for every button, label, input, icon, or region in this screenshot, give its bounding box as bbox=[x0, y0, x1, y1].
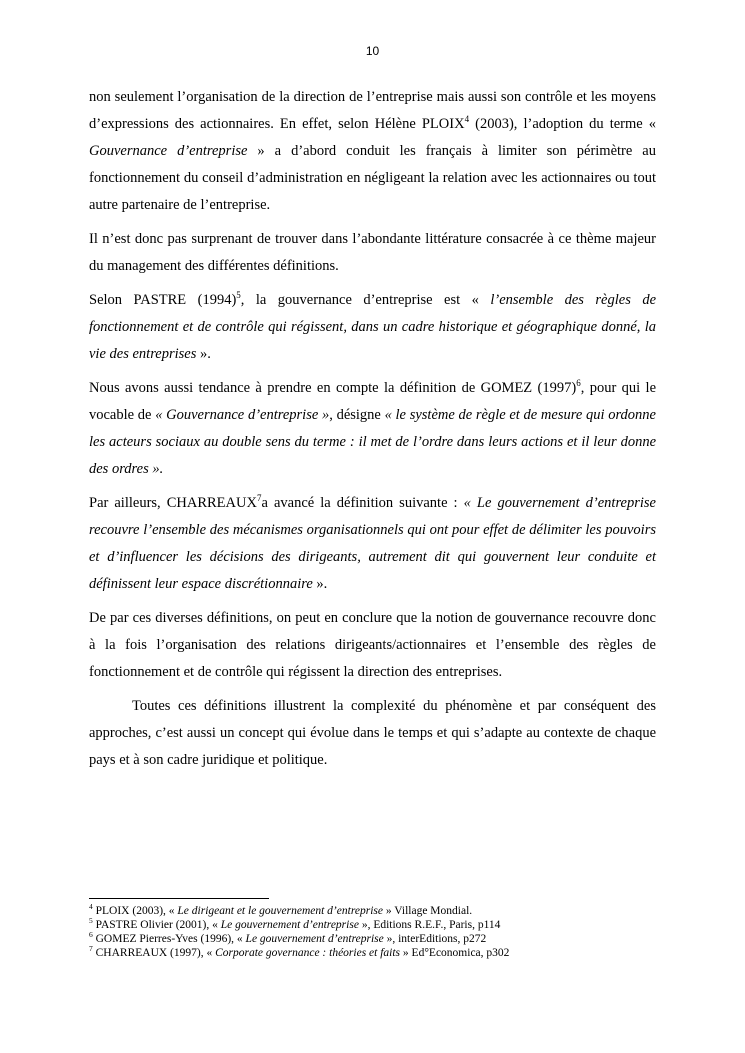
text-run: PASTRE Olivier (2001), « bbox=[92, 919, 221, 931]
footnote-reference: 6 bbox=[576, 378, 581, 389]
text-run: a avancé la définition suivante : bbox=[261, 495, 464, 511]
paragraph-continuation bbox=[89, 84, 656, 219]
text-run: », Editions R.E.F., Paris, p114 bbox=[358, 919, 501, 931]
paragraph-charreaux bbox=[89, 490, 656, 598]
footnote-reference: 4 bbox=[464, 114, 470, 125]
text-run: non seulement l’organisation de la direction de l’entreprise mais aussi son contrôle et les moyens d’expressions des actionnaires. En effet, selon Hélène PLOIX bbox=[89, 89, 656, 132]
text-run: Nous avons aussi tendance à prendre en compte la définition de GOMEZ (1997) bbox=[89, 380, 577, 396]
italic-text: « Gouvernance d’entreprise » bbox=[155, 407, 330, 423]
text-run: » Ed°Economica, p302 bbox=[400, 947, 510, 959]
italic-text: « le système de règle et de mesure qui ordonne les acteurs sociaux au double sens du terme : il met de l’ordre dans leurs actions et il leur donne des ordres ». bbox=[89, 407, 656, 477]
text-run: Par ailleurs, CHARREAUX bbox=[89, 495, 257, 511]
paragraph-conclusion bbox=[89, 605, 656, 686]
italic-text: Le gouvernement d’entreprise bbox=[245, 933, 384, 945]
footnote-reference: 6 bbox=[89, 930, 93, 940]
text-run: GOMEZ Pierres-Yves (1996), « bbox=[92, 933, 246, 945]
italic-text: « Le gouvernement d’entreprise recouvre l’ensemble des mécanismes organisationnels qui ont pour effet de délimiter les pouvoirs et d’influencer les décisions des dirigeants, autrement dit qui gouvernent leur conduite et définissent leur espace discrétionnaire bbox=[89, 495, 656, 592]
footnote-4 bbox=[89, 904, 656, 918]
paragraph-gomez bbox=[89, 375, 656, 483]
footnote-6 bbox=[89, 932, 656, 946]
text-run: Toutes ces définitions illustrent la complexité du phénomène et par conséquent des approches, c’est aussi un concept qui évolue dans le temps et qui s’adapte au contexte de chaque pays et à son cadre juridique et politique. bbox=[89, 698, 656, 768]
paragraph-complexity bbox=[89, 693, 656, 774]
text-run: (2003), l’adoption du terme « bbox=[469, 116, 657, 132]
footnote-reference: 7 bbox=[89, 944, 93, 954]
page-number: 10 bbox=[365, 44, 380, 58]
text-run: CHARREAUX (1997), « bbox=[92, 947, 216, 959]
footnote-reference: 4 bbox=[89, 902, 93, 912]
text-run: », interEditions, p272 bbox=[383, 933, 487, 945]
paragraph-pastre bbox=[89, 287, 656, 368]
text-run: ». bbox=[196, 346, 211, 362]
text-run: PLOIX (2003), « bbox=[92, 905, 178, 917]
footnotes bbox=[89, 904, 656, 960]
text-run: ». bbox=[312, 576, 328, 592]
text-run: » Village Mondial. bbox=[382, 905, 473, 917]
text-run: Selon PASTRE (1994) bbox=[89, 292, 237, 308]
footnote-reference: 5 bbox=[236, 290, 241, 301]
footnote-reference: 7 bbox=[256, 493, 262, 504]
text-run: , la gouvernance d’entreprise est « bbox=[240, 292, 491, 308]
italic-text: l’ensemble des règles de fonctionnement et de contrôle qui régissent, dans un cadre historique et géographique donné, la vie des entreprises bbox=[89, 292, 656, 362]
footnote-7 bbox=[89, 946, 656, 960]
italic-text: Le gouvernement d’entreprise bbox=[220, 919, 359, 931]
text-run: » a d’abord conduit les français à limiter son périmètre au fonctionnement du conseil d’administration en négligeant la relation avec les actionnaires ou tout autre partenaire de l’entreprise. bbox=[89, 143, 656, 213]
footnote-5 bbox=[89, 918, 656, 932]
text-run: , désigne bbox=[329, 407, 385, 423]
italic-text: Gouvernance d’entreprise bbox=[89, 143, 248, 159]
footnote-separator bbox=[89, 898, 269, 899]
paragraph-literature bbox=[89, 226, 656, 280]
italic-text: Le dirigeant et le gouvernement d’entreprise bbox=[177, 905, 383, 917]
footnote-reference: 5 bbox=[89, 916, 93, 926]
text-run: , pour qui le vocable de bbox=[89, 380, 657, 423]
body-text bbox=[89, 84, 656, 781]
text-run: Il n’est donc pas surprenant de trouver dans l’abondante littérature consacrée à ce thème majeur du management des différentes définitions. bbox=[89, 231, 656, 274]
text-run: De par ces diverses définitions, on peut en conclure que la notion de gouvernance recouvre donc à la fois l’organisation des relations dirigeants/actionnaires et l’ensemble des règles de fonctionnement et de contrôle qui régissent la direction des entreprises. bbox=[89, 610, 656, 680]
italic-text: Corporate governance : théories et faits bbox=[215, 947, 401, 959]
